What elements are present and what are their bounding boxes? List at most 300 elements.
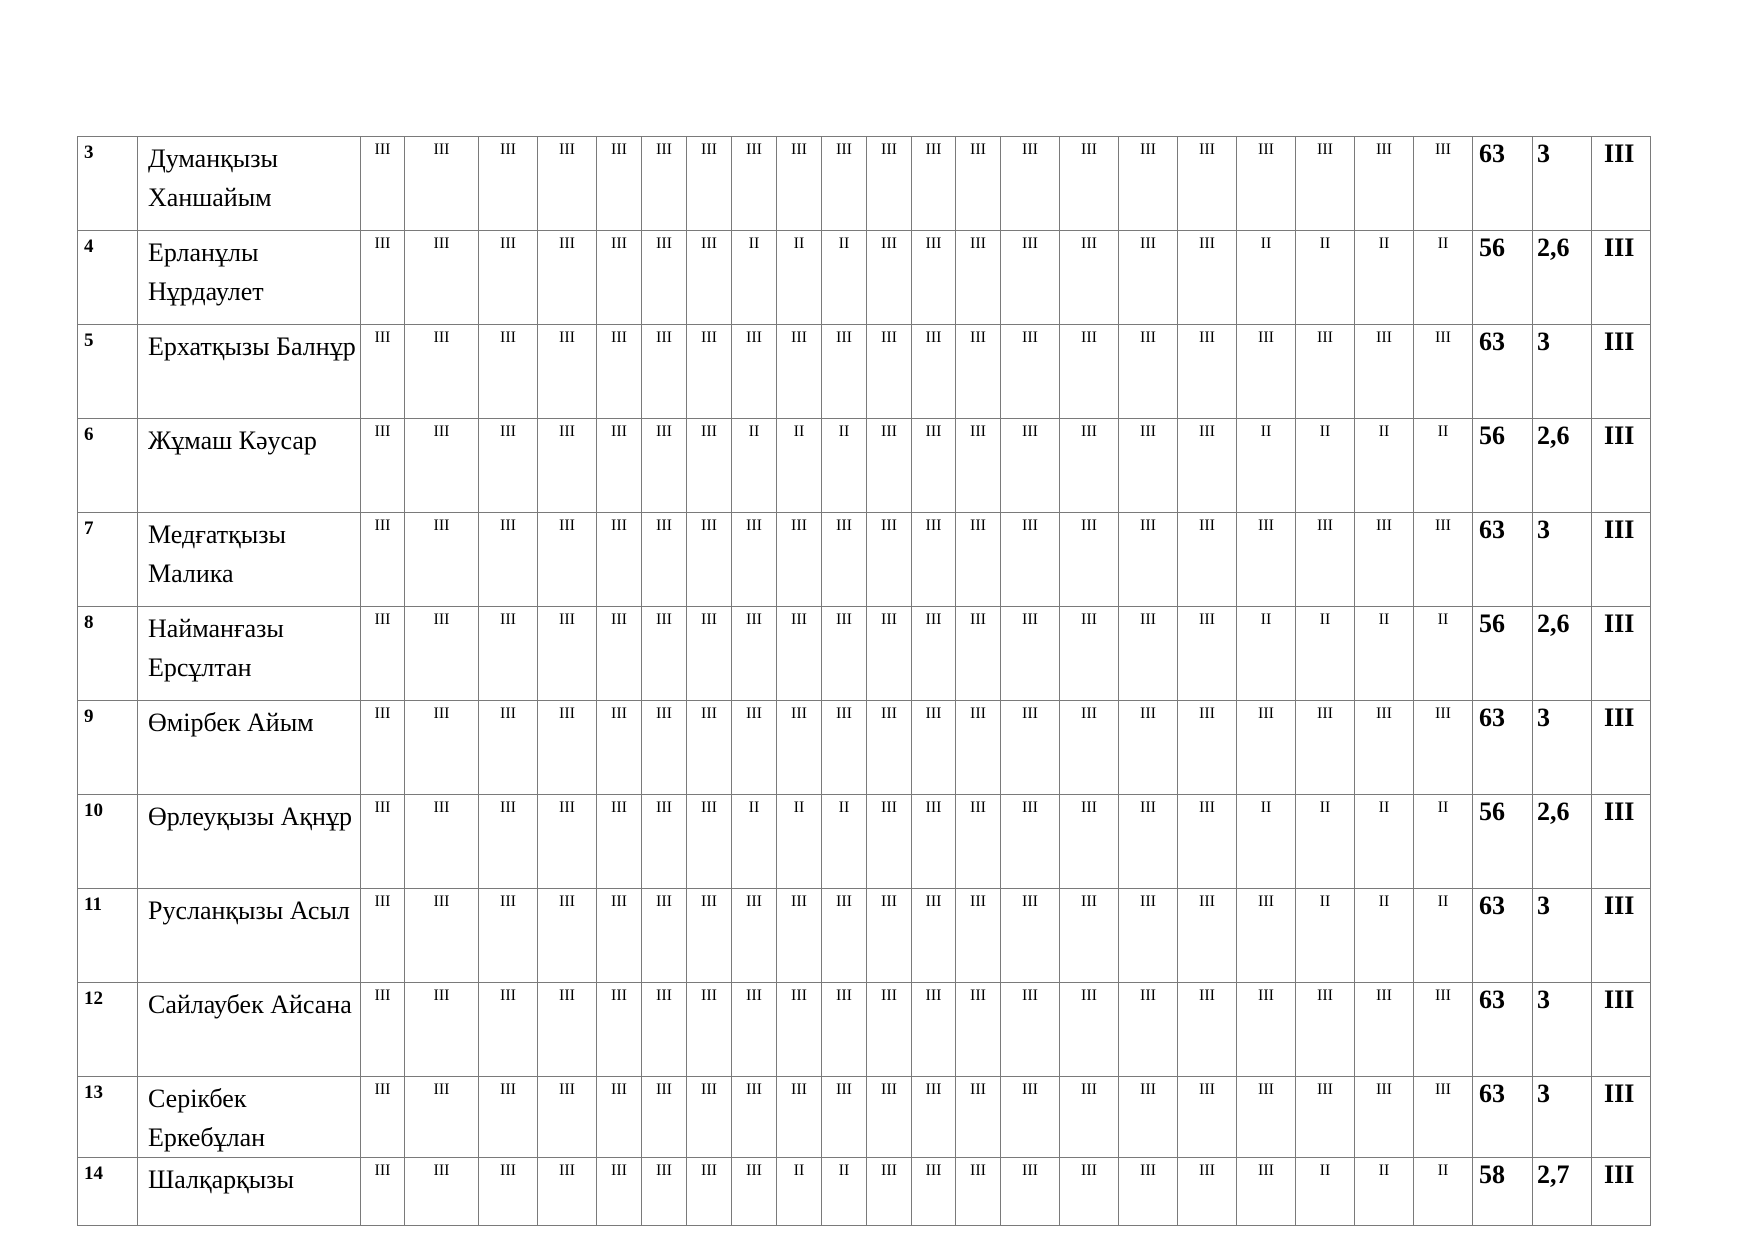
overall-level: ІІІ bbox=[1592, 137, 1651, 231]
level-cell: ІІІ bbox=[1119, 983, 1178, 1077]
average-score: 3 bbox=[1533, 1077, 1592, 1158]
average-score: 2,6 bbox=[1533, 795, 1592, 889]
level-cell: ІІІ bbox=[405, 607, 479, 701]
level-cell: ІІІ bbox=[1001, 325, 1060, 419]
level-cell: ІІІ bbox=[361, 137, 405, 231]
level-cell: ІІІ bbox=[732, 701, 777, 795]
level-cell: ІІ bbox=[822, 231, 867, 325]
level-cell: ІІІ bbox=[479, 419, 538, 513]
level-cell: ІІІ bbox=[1178, 607, 1237, 701]
level-cell: ІІ bbox=[1296, 607, 1355, 701]
level-cell: ІІІ bbox=[732, 137, 777, 231]
level-cell: ІІІ bbox=[361, 607, 405, 701]
level-cell: ІІІ bbox=[538, 607, 597, 701]
level-cell: ІІІ bbox=[361, 701, 405, 795]
level-cell: ІІ bbox=[777, 1158, 822, 1226]
level-cell: ІІІ bbox=[687, 701, 732, 795]
level-cell: ІІІ bbox=[405, 983, 479, 1077]
level-cell: ІІІ bbox=[956, 889, 1001, 983]
level-cell: ІІІ bbox=[1237, 513, 1296, 607]
level-cell: ІІІ bbox=[361, 325, 405, 419]
level-cell: ІІІ bbox=[912, 1077, 956, 1158]
level-cell: ІІІ bbox=[538, 983, 597, 1077]
level-cell: ІІІ bbox=[822, 513, 867, 607]
level-cell: ІІІ bbox=[912, 701, 956, 795]
table-row bbox=[78, 607, 1755, 701]
level-cell: ІІ bbox=[1355, 607, 1414, 701]
level-cell: ІІІ bbox=[687, 513, 732, 607]
level-cell: ІІ bbox=[1414, 419, 1473, 513]
level-cell: ІІ bbox=[822, 1158, 867, 1226]
level-cell: ІІІ bbox=[867, 795, 912, 889]
level-cell: ІІ bbox=[822, 419, 867, 513]
average-score: 3 bbox=[1533, 983, 1592, 1077]
level-cell: ІІІ bbox=[642, 231, 687, 325]
student-name: Сайлаубек Айсана bbox=[138, 983, 361, 1077]
level-cell: ІІІ bbox=[597, 231, 642, 325]
overall-level: ІІІ bbox=[1592, 231, 1651, 325]
overall-level: ІІІ bbox=[1592, 889, 1651, 983]
level-cell: ІІІ bbox=[867, 1077, 912, 1158]
level-cell: ІІІ bbox=[1355, 1077, 1414, 1158]
level-cell: ІІІ bbox=[777, 137, 822, 231]
level-cell: ІІІ bbox=[642, 419, 687, 513]
level-cell: ІІІ bbox=[687, 419, 732, 513]
level-cell: ІІІ bbox=[1296, 1077, 1355, 1158]
student-name: Өмірбек Айым bbox=[138, 701, 361, 795]
level-cell: ІІІ bbox=[361, 231, 405, 325]
level-cell: ІІ bbox=[1237, 231, 1296, 325]
level-cell: ІІІ bbox=[361, 513, 405, 607]
level-cell: ІІІ bbox=[1237, 1158, 1296, 1226]
level-cell: ІІІ bbox=[405, 137, 479, 231]
level-cell: ІІІ bbox=[1060, 1077, 1119, 1158]
level-cell: ІІІ bbox=[822, 983, 867, 1077]
level-cell: ІІІ bbox=[912, 419, 956, 513]
level-cell: ІІІ bbox=[956, 137, 1001, 231]
level-cell: ІІІ bbox=[687, 889, 732, 983]
total-score: 63 bbox=[1473, 513, 1533, 607]
level-cell: ІІІ bbox=[687, 1158, 732, 1226]
level-cell: ІІІ bbox=[1355, 983, 1414, 1077]
level-cell: ІІІ bbox=[912, 607, 956, 701]
student-name: Медғатқызы Малика bbox=[138, 513, 361, 607]
level-cell: ІІІ bbox=[1178, 1158, 1237, 1226]
level-cell: ІІІ bbox=[687, 325, 732, 419]
level-cell: ІІІ bbox=[1119, 889, 1178, 983]
total-score: 63 bbox=[1473, 889, 1533, 983]
level-cell: ІІІ bbox=[867, 231, 912, 325]
level-cell: ІІІ bbox=[687, 983, 732, 1077]
level-cell: ІІІ bbox=[912, 795, 956, 889]
level-cell: ІІІ bbox=[642, 983, 687, 1077]
overall-level: ІІІ bbox=[1592, 795, 1651, 889]
level-cell: ІІ bbox=[777, 795, 822, 889]
level-cell: ІІІ bbox=[1119, 701, 1178, 795]
overall-level: ІІІ bbox=[1592, 607, 1651, 701]
row-number: 12 bbox=[78, 983, 138, 1077]
row-number: 5 bbox=[78, 325, 138, 419]
level-cell: ІІІ bbox=[479, 513, 538, 607]
level-cell: ІІІ bbox=[867, 607, 912, 701]
level-cell: ІІІ bbox=[597, 325, 642, 419]
level-cell: ІІ bbox=[1414, 795, 1473, 889]
level-cell: ІІІ bbox=[1178, 325, 1237, 419]
level-cell: ІІІ bbox=[1001, 1077, 1060, 1158]
level-cell: ІІІ bbox=[405, 419, 479, 513]
level-cell: ІІІ bbox=[1237, 325, 1296, 419]
level-cell: ІІІ bbox=[597, 419, 642, 513]
level-cell: ІІІ bbox=[956, 1158, 1001, 1226]
level-cell: ІІІ bbox=[1001, 231, 1060, 325]
level-cell: ІІІ bbox=[732, 607, 777, 701]
level-cell: ІІІ bbox=[1355, 137, 1414, 231]
row-number: 14 bbox=[78, 1158, 138, 1226]
level-cell: ІІ bbox=[1296, 1158, 1355, 1226]
level-cell: ІІІ bbox=[479, 1158, 538, 1226]
level-cell: ІІ bbox=[1296, 231, 1355, 325]
student-name: Русланқызы Асыл bbox=[138, 889, 361, 983]
level-cell: ІІІ bbox=[597, 607, 642, 701]
level-cell: ІІІ bbox=[1060, 889, 1119, 983]
level-cell: ІІІ bbox=[479, 231, 538, 325]
level-cell: ІІІ bbox=[1178, 231, 1237, 325]
level-cell: ІІІ bbox=[1237, 983, 1296, 1077]
level-cell: ІІІ bbox=[1414, 325, 1473, 419]
level-cell: ІІ bbox=[1296, 795, 1355, 889]
level-cell: ІІІ bbox=[912, 325, 956, 419]
level-cell: ІІІ bbox=[1355, 701, 1414, 795]
level-cell: ІІІ bbox=[597, 1158, 642, 1226]
total-score: 63 bbox=[1473, 983, 1533, 1077]
student-name: Ерхатқызы Балнұр bbox=[138, 325, 361, 419]
level-cell: ІІ bbox=[1355, 231, 1414, 325]
level-cell: ІІІ bbox=[597, 795, 642, 889]
level-cell: ІІ bbox=[1414, 889, 1473, 983]
row-number: 10 bbox=[78, 795, 138, 889]
level-cell: ІІІ bbox=[1060, 983, 1119, 1077]
level-cell: ІІІ bbox=[405, 1158, 479, 1226]
level-cell: ІІІ bbox=[732, 889, 777, 983]
table-row bbox=[78, 419, 1755, 513]
table-row bbox=[78, 1158, 1755, 1226]
level-cell: ІІІ bbox=[1001, 513, 1060, 607]
total-score: 56 bbox=[1473, 795, 1533, 889]
table-row bbox=[78, 1077, 1755, 1158]
student-name: Шалқарқызы bbox=[138, 1158, 361, 1226]
level-cell: ІІІ bbox=[405, 889, 479, 983]
level-cell: ІІІ bbox=[361, 795, 405, 889]
level-cell: ІІІ bbox=[687, 231, 732, 325]
level-cell: ІІІ bbox=[822, 1077, 867, 1158]
total-score: 63 bbox=[1473, 701, 1533, 795]
level-cell: ІІІ bbox=[1237, 1077, 1296, 1158]
level-cell: ІІІ bbox=[1001, 607, 1060, 701]
total-score: 63 bbox=[1473, 1077, 1533, 1158]
level-cell: ІІІ bbox=[687, 1077, 732, 1158]
level-cell: ІІІ bbox=[1060, 607, 1119, 701]
overall-level: ІІІ bbox=[1592, 983, 1651, 1077]
level-cell: ІІІ bbox=[1296, 513, 1355, 607]
level-cell: ІІІ bbox=[642, 795, 687, 889]
average-score: 3 bbox=[1533, 701, 1592, 795]
table-row bbox=[78, 513, 1755, 607]
level-cell: ІІІ bbox=[479, 889, 538, 983]
level-cell: ІІІ bbox=[777, 889, 822, 983]
level-cell: ІІІ bbox=[822, 325, 867, 419]
level-cell: ІІІ bbox=[1178, 419, 1237, 513]
level-cell: ІІІ bbox=[1237, 137, 1296, 231]
level-cell: ІІІ bbox=[1355, 513, 1414, 607]
level-cell: ІІІ bbox=[732, 1158, 777, 1226]
level-cell: ІІІ bbox=[1414, 137, 1473, 231]
level-cell: ІІІ bbox=[1001, 795, 1060, 889]
level-cell: ІІІ bbox=[479, 137, 538, 231]
level-cell: ІІІ bbox=[1178, 513, 1237, 607]
overall-level: ІІІ bbox=[1592, 325, 1651, 419]
level-cell: ІІ bbox=[777, 231, 822, 325]
level-cell: ІІІ bbox=[642, 607, 687, 701]
level-cell: ІІІ bbox=[597, 513, 642, 607]
level-cell: ІІІ bbox=[1060, 325, 1119, 419]
level-cell: ІІІ bbox=[1178, 701, 1237, 795]
level-cell: ІІІ bbox=[538, 137, 597, 231]
row-number: 9 bbox=[78, 701, 138, 795]
average-score: 3 bbox=[1533, 889, 1592, 983]
table-row bbox=[78, 325, 1755, 419]
level-cell: ІІІ bbox=[361, 1077, 405, 1158]
total-score: 58 bbox=[1473, 1158, 1533, 1226]
level-cell: ІІІ bbox=[642, 889, 687, 983]
level-cell: ІІІ bbox=[538, 325, 597, 419]
row-number: 3 bbox=[78, 137, 138, 231]
assessment-table bbox=[77, 136, 1755, 1226]
level-cell: ІІІ bbox=[479, 795, 538, 889]
level-cell: ІІІ bbox=[1178, 137, 1237, 231]
level-cell: ІІІ bbox=[405, 325, 479, 419]
level-cell: ІІІ bbox=[479, 701, 538, 795]
average-score: 2,7 bbox=[1533, 1158, 1592, 1226]
table-row bbox=[78, 889, 1755, 983]
level-cell: ІІІ bbox=[777, 983, 822, 1077]
level-cell: ІІІ bbox=[1296, 983, 1355, 1077]
level-cell: ІІ bbox=[1414, 1158, 1473, 1226]
level-cell: ІІІ bbox=[538, 1077, 597, 1158]
level-cell: ІІІ bbox=[822, 607, 867, 701]
level-cell: ІІІ bbox=[405, 513, 479, 607]
level-cell: ІІІ bbox=[1060, 701, 1119, 795]
level-cell: ІІ bbox=[1237, 795, 1296, 889]
overall-level: ІІІ bbox=[1592, 513, 1651, 607]
level-cell: ІІІ bbox=[1060, 231, 1119, 325]
level-cell: ІІІ bbox=[1296, 325, 1355, 419]
level-cell: ІІ bbox=[1237, 607, 1296, 701]
level-cell: ІІІ bbox=[538, 889, 597, 983]
level-cell: ІІІ bbox=[1119, 607, 1178, 701]
level-cell: ІІІ bbox=[1119, 419, 1178, 513]
level-cell: ІІІ bbox=[1119, 1077, 1178, 1158]
level-cell: ІІІ bbox=[479, 1077, 538, 1158]
level-cell: ІІІ bbox=[1414, 513, 1473, 607]
table-row bbox=[78, 137, 1755, 231]
table-body bbox=[78, 137, 1755, 1226]
total-score: 63 bbox=[1473, 137, 1533, 231]
level-cell: ІІІ bbox=[867, 419, 912, 513]
level-cell: ІІ bbox=[1296, 889, 1355, 983]
level-cell: ІІІ bbox=[642, 1158, 687, 1226]
overall-level: ІІІ bbox=[1592, 1077, 1651, 1158]
student-name: Өрлеуқызы Ақнұр bbox=[138, 795, 361, 889]
level-cell: ІІ bbox=[1414, 231, 1473, 325]
level-cell: ІІ bbox=[1414, 607, 1473, 701]
level-cell: ІІ bbox=[1355, 795, 1414, 889]
level-cell: ІІ bbox=[1355, 889, 1414, 983]
level-cell: ІІІ bbox=[1237, 701, 1296, 795]
level-cell: ІІІ bbox=[1001, 889, 1060, 983]
level-cell: ІІІ bbox=[597, 889, 642, 983]
level-cell: ІІІ bbox=[1060, 419, 1119, 513]
level-cell: ІІІ bbox=[956, 419, 1001, 513]
level-cell: ІІІ bbox=[956, 231, 1001, 325]
level-cell: ІІІ bbox=[956, 983, 1001, 1077]
level-cell: ІІІ bbox=[867, 1158, 912, 1226]
level-cell: ІІІ bbox=[777, 1077, 822, 1158]
level-cell: ІІІ bbox=[479, 983, 538, 1077]
level-cell: ІІІ bbox=[1414, 1077, 1473, 1158]
level-cell: ІІІ bbox=[732, 513, 777, 607]
level-cell: ІІІ bbox=[867, 325, 912, 419]
level-cell: ІІІ bbox=[956, 325, 1001, 419]
level-cell: ІІІ bbox=[642, 701, 687, 795]
level-cell: ІІІ bbox=[912, 513, 956, 607]
row-number: 13 bbox=[78, 1077, 138, 1158]
level-cell: ІІІ bbox=[479, 607, 538, 701]
overall-level: ІІІ bbox=[1592, 701, 1651, 795]
level-cell: ІІІ bbox=[732, 325, 777, 419]
level-cell: ІІІ bbox=[1001, 983, 1060, 1077]
level-cell: ІІ bbox=[1237, 419, 1296, 513]
level-cell: ІІІ bbox=[1178, 795, 1237, 889]
average-score: 3 bbox=[1533, 325, 1592, 419]
level-cell: ІІІ bbox=[1237, 889, 1296, 983]
level-cell: ІІІ bbox=[361, 1158, 405, 1226]
level-cell: ІІІ bbox=[867, 513, 912, 607]
level-cell: ІІ bbox=[777, 419, 822, 513]
level-cell: ІІІ bbox=[642, 513, 687, 607]
level-cell: ІІІ bbox=[479, 325, 538, 419]
level-cell: ІІІ bbox=[822, 701, 867, 795]
level-cell: ІІІ bbox=[597, 1077, 642, 1158]
row-number: 4 bbox=[78, 231, 138, 325]
level-cell: ІІІ bbox=[1001, 701, 1060, 795]
average-score: 2,6 bbox=[1533, 607, 1592, 701]
level-cell: ІІІ bbox=[405, 795, 479, 889]
level-cell: ІІ bbox=[732, 231, 777, 325]
level-cell: ІІІ bbox=[777, 701, 822, 795]
row-number: 11 bbox=[78, 889, 138, 983]
total-score: 56 bbox=[1473, 231, 1533, 325]
level-cell: ІІІ bbox=[405, 231, 479, 325]
level-cell: ІІ bbox=[1296, 419, 1355, 513]
row-number: 6 bbox=[78, 419, 138, 513]
level-cell: ІІІ bbox=[538, 419, 597, 513]
level-cell: ІІІ bbox=[956, 513, 1001, 607]
level-cell: ІІІ bbox=[867, 983, 912, 1077]
level-cell: ІІІ bbox=[1060, 513, 1119, 607]
table-row bbox=[78, 983, 1755, 1077]
level-cell: ІІІ bbox=[405, 701, 479, 795]
level-cell: ІІІ bbox=[912, 1158, 956, 1226]
level-cell: ІІІ bbox=[687, 137, 732, 231]
level-cell: ІІІ bbox=[822, 889, 867, 983]
row-number: 8 bbox=[78, 607, 138, 701]
level-cell: ІІІ bbox=[777, 607, 822, 701]
level-cell: ІІІ bbox=[642, 137, 687, 231]
table-row bbox=[78, 701, 1755, 795]
average-score: 3 bbox=[1533, 137, 1592, 231]
level-cell: ІІІ bbox=[732, 1077, 777, 1158]
total-score: 56 bbox=[1473, 607, 1533, 701]
level-cell: ІІІ bbox=[867, 137, 912, 231]
table-row bbox=[78, 795, 1755, 889]
level-cell: ІІІ bbox=[956, 795, 1001, 889]
level-cell: ІІ bbox=[732, 795, 777, 889]
level-cell: ІІІ bbox=[1296, 137, 1355, 231]
level-cell: ІІІ bbox=[867, 701, 912, 795]
level-cell: ІІІ bbox=[361, 889, 405, 983]
level-cell: ІІІ bbox=[1060, 795, 1119, 889]
level-cell: ІІІ bbox=[1178, 1077, 1237, 1158]
level-cell: ІІІ bbox=[538, 701, 597, 795]
level-cell: ІІІ bbox=[538, 795, 597, 889]
overall-level: ІІІ bbox=[1592, 419, 1651, 513]
level-cell: ІІІ bbox=[597, 137, 642, 231]
level-cell: ІІІ bbox=[1060, 1158, 1119, 1226]
level-cell: ІІІ bbox=[867, 889, 912, 983]
total-score: 56 bbox=[1473, 419, 1533, 513]
overall-level: ІІІ bbox=[1592, 1158, 1651, 1226]
level-cell: ІІІ bbox=[405, 1077, 479, 1158]
level-cell: ІІІ bbox=[361, 419, 405, 513]
level-cell: ІІІ bbox=[912, 889, 956, 983]
level-cell: ІІІ bbox=[912, 137, 956, 231]
table-row bbox=[78, 231, 1755, 325]
level-cell: ІІІ bbox=[687, 795, 732, 889]
level-cell: ІІ bbox=[822, 795, 867, 889]
level-cell: ІІІ bbox=[912, 231, 956, 325]
level-cell: ІІІ bbox=[1119, 795, 1178, 889]
level-cell: ІІІ bbox=[1001, 137, 1060, 231]
level-cell: ІІІ bbox=[1119, 325, 1178, 419]
average-score: 2,6 bbox=[1533, 419, 1592, 513]
level-cell: ІІІ bbox=[1001, 419, 1060, 513]
level-cell: ІІІ bbox=[597, 701, 642, 795]
level-cell: ІІІ bbox=[912, 983, 956, 1077]
level-cell: ІІІ bbox=[1119, 513, 1178, 607]
total-score: 63 bbox=[1473, 325, 1533, 419]
level-cell: ІІІ bbox=[687, 607, 732, 701]
level-cell: ІІІ bbox=[1119, 1158, 1178, 1226]
student-name: Серікбек Еркебұлан bbox=[138, 1077, 361, 1158]
student-name: Ерланұлы Нұрдаулет bbox=[138, 231, 361, 325]
student-name: Найманғазы Ерсұлтан bbox=[138, 607, 361, 701]
level-cell: ІІІ bbox=[538, 513, 597, 607]
average-score: 3 bbox=[1533, 513, 1592, 607]
level-cell: ІІІ bbox=[956, 607, 1001, 701]
level-cell: ІІІ bbox=[777, 513, 822, 607]
student-name: Жұмаш Кәусар bbox=[138, 419, 361, 513]
level-cell: ІІІ bbox=[1414, 701, 1473, 795]
